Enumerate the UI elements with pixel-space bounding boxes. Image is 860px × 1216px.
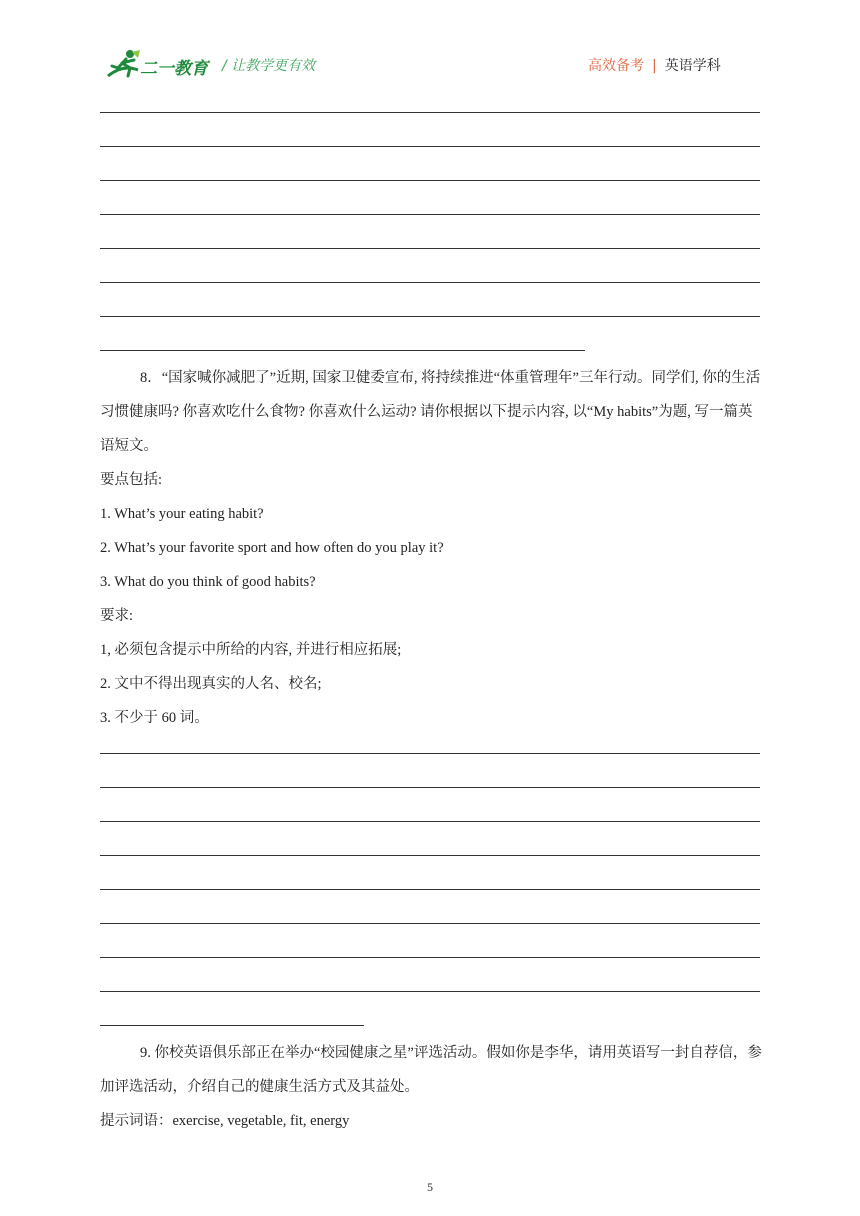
point-item: 1. What’s your eating habit? [100, 506, 264, 522]
answer-line [100, 146, 760, 147]
requirement-item: 1, 必须包含提示中所给的内容, 并进行相应拓展; [100, 642, 402, 658]
answer-line [100, 957, 760, 958]
answer-line [100, 350, 585, 351]
answer-line [100, 316, 760, 317]
answer-line [100, 787, 760, 788]
header-subject [588, 55, 721, 75]
requirement-item: 2. 文中不得出现真实的人名、校名; [100, 676, 322, 692]
answer-line [100, 923, 760, 924]
point-item: 2. What’s your favorite sport and how often do you play it? [100, 540, 444, 556]
answer-line [100, 821, 760, 822]
page-number: 5 [427, 1180, 433, 1194]
header-tag: 高效备考 [588, 58, 644, 74]
brand-name: 二一教育 [140, 59, 208, 79]
page-header [0, 0, 860, 100]
answer-line [100, 214, 760, 215]
point-item: 3. What do you think of good habits? [100, 574, 316, 590]
question-9-hint: 提示词语：exercise, vegetable, fit, energy [100, 1113, 350, 1129]
answer-line [100, 248, 760, 249]
header-separator: | [652, 58, 657, 74]
requirement-item: 3. 不少于 60 词。 [100, 710, 209, 726]
answer-line [100, 889, 760, 890]
points-title: 要点包括: [100, 472, 163, 488]
requirements-title: 要求: [100, 608, 134, 624]
answer-line [100, 180, 760, 181]
question-9-prompt: 9. 你校英语俱乐部正在举办“校园健康之星”评选活动。假如你是李华，请用英语写一封自荐信，参加评选活动，介绍自己的健康生活方式及其益处。 [100, 1045, 762, 1095]
answer-line [100, 991, 760, 992]
answer-line [100, 753, 760, 754]
answer-line [100, 112, 760, 113]
question-8-prompt: 8．“国家喊你减肥了”近期, 国家卫健委宣布, 将持续推进“体重管理年”三年行动。同学们, 你的生活习惯健康吗? 你喜欢吃什么食物? 你喜欢什么运动? 请你根据以下提示内容, 以“My habits”为题, 写一篇英语短文。 [100, 370, 761, 454]
brand-slogan: / 让教学更有效 [222, 58, 316, 74]
answer-line [100, 855, 760, 856]
answer-line [100, 282, 760, 283]
header-subject-name: 英语学科 [664, 58, 721, 74]
answer-line [100, 1025, 364, 1026]
